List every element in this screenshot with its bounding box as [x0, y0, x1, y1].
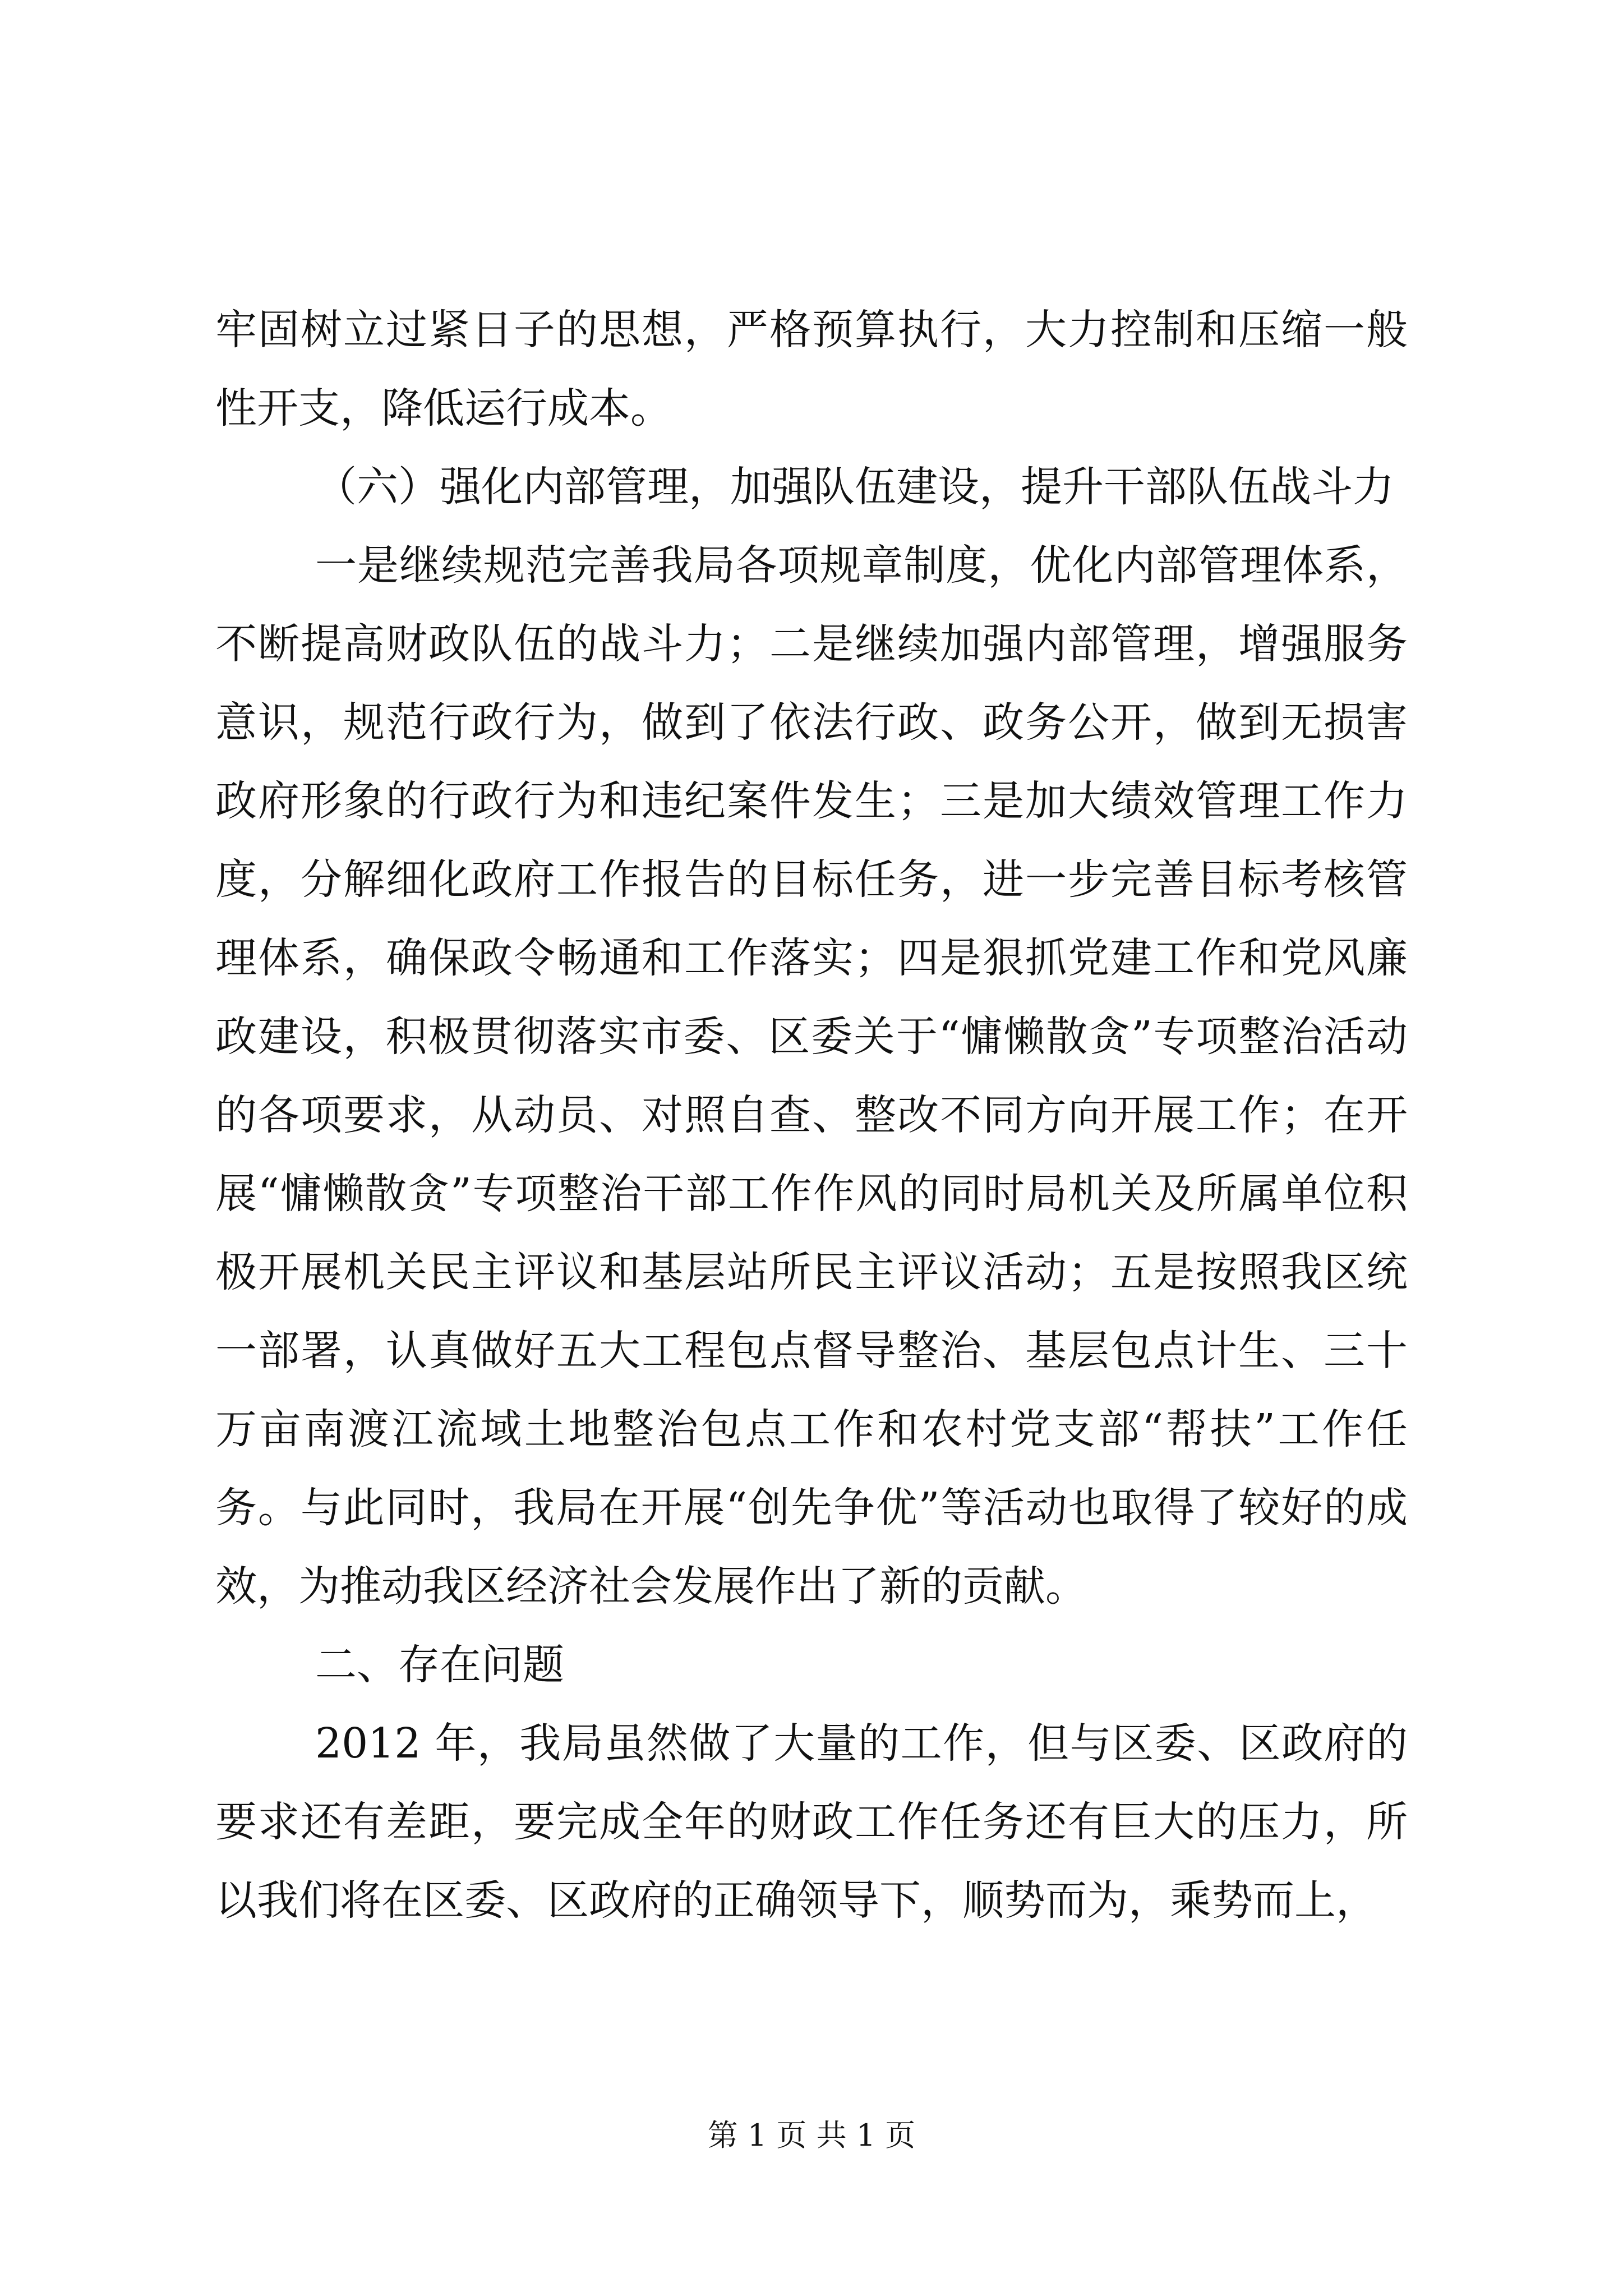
section-heading-problems: 二、存在问题: [315, 1641, 564, 1689]
paragraph-problems: 2012 年，我局虽然做了大量的工作，但与区委、区政府的要求还有差距，要完成全年的财政工作任务还有巨大的压力，所以我们将在区委、区政府的正确领导下，顺势而为，乘势而上，: [215, 1719, 1408, 1925]
document-body: [215, 291, 1408, 1940]
page-footer: 第 1 页 共 1 页: [707, 2118, 916, 2153]
section-heading-six: （六）强化内部管理，加强队伍建设，提升干部队伍战斗力: [315, 463, 1394, 511]
paragraph-internal-management: 一是继续规范完善我局各项规章制度，优化内部管理体系，不断提高财政队伍的战斗力；二是继续加强内部管理，增强服务意识，规范行政行为，做到了依法行政、政务公开，做到无损害政府形象的行政行为和违纪案件发生；三是加大绩效管理工作力度，分解细化政府工作报告的目标任务，进一步完善目标考核管理体系，确保政令畅通和工作落实；四是狠抓党建工作和党风廉政建设，积极贯彻落实市委、区委关于“慵懒散贪”专项整治活动的各项要求，从动员、对照自查、整改不同方向开展工作；在开展“慵懒散贪”专项整治干部工作作风的同时局机关及所属单位积极开展机关民主评议和基层站所民主评议活动；五是按照我区统一部署，认真做好五大工程包点督导整治、基层包点计生、三十万亩南渡江流域土地整治包点工作和农村党支部“帮扶”工作任务。与此同时，我局在开展“创先争优”等活动也取得了较好的成效，为推动我区经济社会发展作出了新的贡献。: [215, 541, 1408, 1611]
paragraph-continuation: 牢固树立过紧日子的思想，严格预算执行，大力控制和压缩一般性开支，降低运行成本。: [215, 306, 1408, 432]
